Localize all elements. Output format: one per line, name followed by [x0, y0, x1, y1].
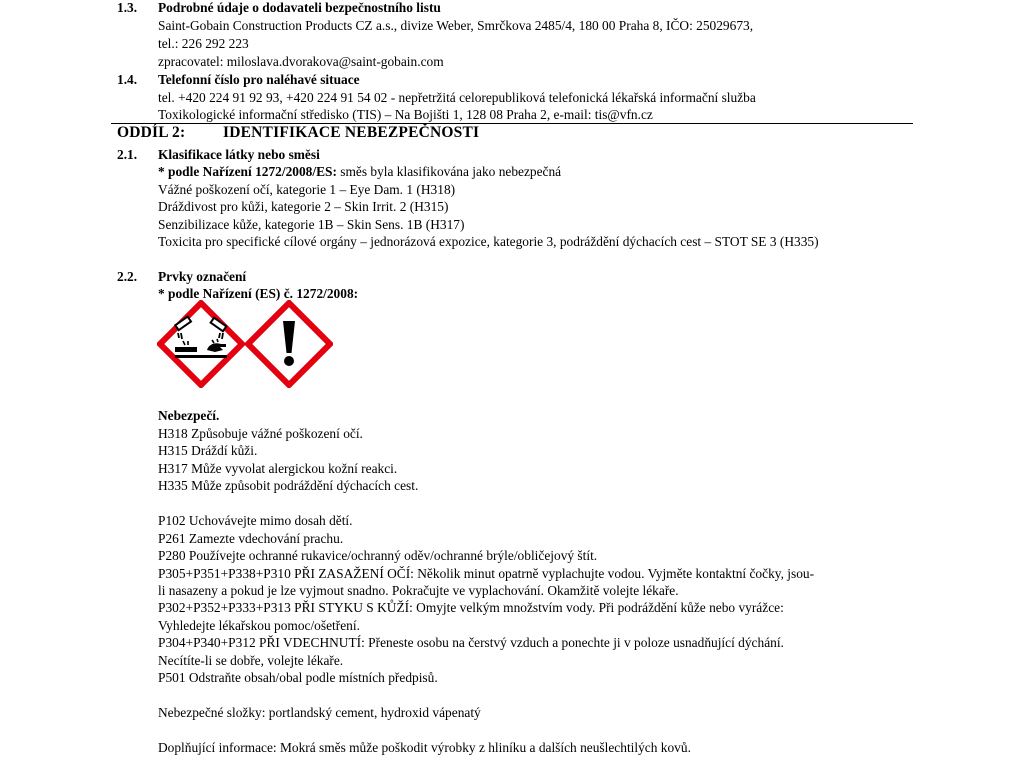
hazard-statement: H317 Může vyvolat alergickou kožní reakci. [158, 461, 398, 476]
precautionary-statement: P304+P340+P312 PŘI VDECHNUTÍ: Přeneste osobu na čerstvý vzduch a ponechte ji v poloze usnadňující dýchání. [158, 635, 784, 650]
supplier-phone: tel.: 226 292 223 [158, 36, 249, 51]
heading-classification: Klasifikace látky nebo směsi [158, 147, 320, 162]
section-2-title: IDENTIFIKACE NEBEZPEČNOSTI [223, 124, 480, 141]
heading-emergency-phone: Telefonní číslo pro naléhavé situace [158, 72, 360, 87]
hazard-statement: H335 Může způsobit podráždění dýchacích cest. [158, 478, 419, 493]
hazard-class-line: Vážné poškození očí, kategorie 1 – Eye Dam. 1 (H318) [158, 182, 456, 197]
precautionary-statement: P280 Používejte ochranné rukavice/ochranný oděv/ochranné brýle/obličejový štít. [158, 548, 598, 563]
additional-information: Doplňující informace: Mokrá směs může poškodit výrobky z hliníku a dalších neušlechtilých kovů. [158, 740, 691, 755]
precautionary-statement: P261 Zamezte vdechování prachu. [158, 531, 344, 546]
section-number-1-3: 1.3. [117, 0, 138, 15]
section-number-2-1: 2.1. [117, 147, 138, 162]
hazard-statement: H315 Dráždí kůži. [158, 443, 258, 458]
section-number-2-2: 2.2. [117, 269, 138, 284]
heading-supplier-details: Podrobné údaje o dodavateli bezpečnostního listu [158, 0, 441, 15]
label-regulation-reference: * podle Nařízení (ES) č. 1272/2008: [158, 286, 359, 301]
precautionary-statement: Vyhledejte lékařskou pomoc/ošetření. [158, 618, 360, 633]
supplier-address: Saint-Gobain Construction Products CZ a.s., divize Weber, Smrčkova 2485/4, 180 00 Praha 8, IČO: 25029673, [158, 18, 754, 33]
toxicology-center-line: Toxikologické informační středisko (TIS) – Na Bojišti 1, 128 08 Praha 2, e-mail: tis@vfn.cz [158, 107, 653, 122]
precautionary-statement: P501 Odstraňte obsah/obal podle místních předpisů. [158, 670, 438, 685]
precautionary-statement: li nasazeny a pokud je lze vyjmout snadno. Pokračujte ve vyplachování. Okamžitě volejte lékaře. [158, 583, 679, 598]
hazardous-components: Nebezpečné složky: portlandský cement, hydroxid vápenatý [158, 705, 481, 720]
precautionary-statement: P305+P351+P338+P310 PŘI ZASAŽENÍ OČÍ: Několik minut opatrně vyplachujte vodou. Vyjměte kontaktní čočky, jsou- [158, 566, 815, 581]
hazard-class-line: Dráždivost pro kůži, kategorie 2 – Skin Irrit. 2 (H315) [158, 199, 449, 214]
heading-label-elements: Prvky označení [158, 269, 247, 284]
hazard-class-line: Toxicita pro specifické cílové orgány – jednorázová expozice, kategorie 3, podráždění dýchacích cest – STOT SE 3 (H335) [158, 234, 819, 249]
emergency-phone-line: tel. +420 224 91 92 93, +420 224 91 54 02 - nepřetržitá celorepubliková telefonická lékařská informační služba [158, 90, 756, 105]
precautionary-statement: Necítíte-li se dobře, volejte lékaře. [158, 653, 344, 668]
section-number-1-4: 1.4. [117, 72, 138, 87]
precautionary-statement: P302+P352+P333+P313 PŘI STYKU S KŮŽÍ: Omyjte velkým množstvím vody. Při podráždění kůže nebo vyrážce: [158, 600, 784, 615]
section-2-label: ODDÍL 2: [117, 124, 186, 141]
classification-statement: směs byla klasifikována jako nebezpečná [336, 164, 562, 179]
hazard-class-line: Senzibilizace kůže, kategorie 1B – Skin Sens. 1B (H317) [158, 217, 465, 232]
precautionary-statement: P102 Uchovávejte mimo dosah dětí. [158, 513, 353, 528]
supplier-contact-email: zpracovatel: miloslava.dvorakova@saint-gobain.com [158, 54, 444, 69]
regulation-reference: * podle Nařízení 1272/2008/ES: [158, 164, 337, 179]
corrosion-pictogram-icon [157, 300, 245, 388]
signal-word: Nebezpečí. [158, 408, 220, 423]
classification-regulation-line [158, 163, 561, 180]
exclamation-pictogram-icon [245, 300, 333, 388]
hazard-statement: H318 Způsobuje vážné poškození očí. [158, 426, 363, 441]
